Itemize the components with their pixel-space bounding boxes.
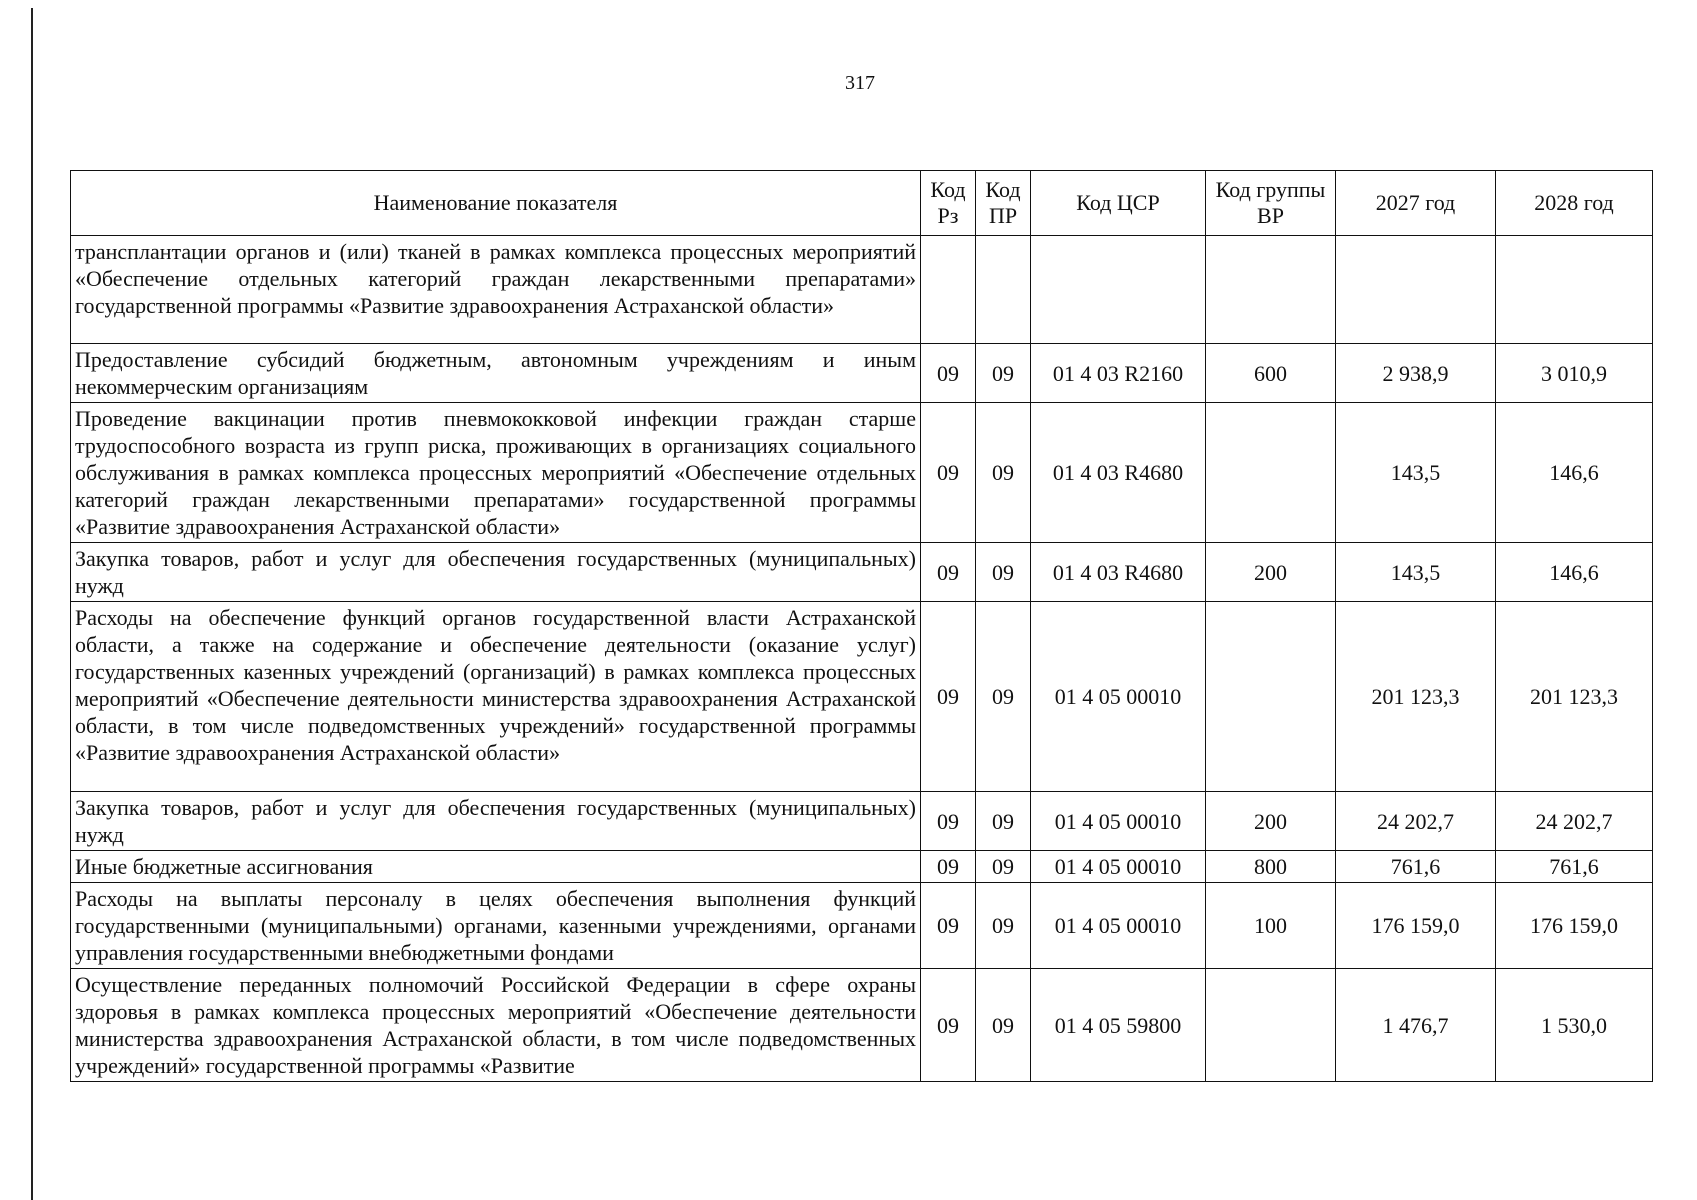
cell-2028 [1496, 236, 1653, 344]
cell-rz: 09 [921, 602, 976, 792]
table-row [71, 792, 1653, 851]
cell-name: Проведение вакцинации против пневмококковой инфекции граждан старше трудоспособного возраста из групп риска, проживающих в организациях социального обслуживания в рамках комплекса процессных мероприятий «Обеспечение отдельных категорий граждан лекарственными препаратами» государственной программы «Развитие здравоохранения Астраханской области» [71, 403, 921, 543]
header-2027: 2027 год [1336, 171, 1496, 236]
cell-2027 [1336, 236, 1496, 344]
cell-vr [1206, 236, 1336, 344]
table-row [71, 403, 1653, 543]
cell-2028: 146,6 [1496, 403, 1653, 543]
cell-name: Расходы на выплаты персоналу в целях обеспечения выполнения функций государственными (муниципальными) органами, казенными учреждениями, органами управления государственными внебюджетными фондами [71, 883, 921, 969]
cell-name: Закупка товаров, работ и услуг для обеспечения государственных (муниципальных) нужд [71, 543, 921, 602]
cell-2028: 1 530,0 [1496, 969, 1653, 1082]
cell-name: Осуществление переданных полномочий Российской Федерации в сфере охраны здоровья в рамках комплекса процессных мероприятий «Обеспечение деятельности министерства здравоохранения Астраханской области, в том числе подведомственных учреждений» государственной программы «Развитие [71, 969, 921, 1082]
cell-pr [976, 236, 1031, 344]
cell-vr: 100 [1206, 883, 1336, 969]
cell-2027: 1 476,7 [1336, 969, 1496, 1082]
cell-rz: 09 [921, 969, 976, 1082]
cell-pr: 09 [976, 883, 1031, 969]
cell-csr: 01 4 05 00010 [1031, 851, 1206, 883]
header-pr: Код ПР [976, 171, 1031, 236]
budget-table [70, 170, 1653, 1082]
header-csr: Код ЦСР [1031, 171, 1206, 236]
cell-2028: 176 159,0 [1496, 883, 1653, 969]
cell-2028: 146,6 [1496, 543, 1653, 602]
cell-2028: 3 010,9 [1496, 344, 1653, 403]
header-2028: 2028 год [1496, 171, 1653, 236]
cell-rz [921, 236, 976, 344]
cell-name: Закупка товаров, работ и услуг для обеспечения государственных (муниципальных) нужд [71, 792, 921, 851]
cell-rz: 09 [921, 883, 976, 969]
table-row [71, 851, 1653, 883]
cell-csr: 01 4 05 59800 [1031, 969, 1206, 1082]
binding-line [31, 8, 33, 1200]
cell-2027: 201 123,3 [1336, 602, 1496, 792]
cell-name: Расходы на обеспечение функций органов государственной власти Астраханской области, а также на содержание и обеспечение деятельности (оказание услуг) государственных казенных учреждений (организаций) в рамках комплекса процессных мероприятий «Обеспечение деятельности министерства здравоохранения Астраханской области, в том числе подведомственных учреждений» государственной программы «Развитие здравоохранения Астраханской области» [71, 602, 921, 792]
table-row [71, 969, 1653, 1082]
cell-2028: 761,6 [1496, 851, 1653, 883]
cell-vr: 200 [1206, 792, 1336, 851]
cell-2027: 2 938,9 [1336, 344, 1496, 403]
cell-csr: 01 4 05 00010 [1031, 792, 1206, 851]
cell-csr: 01 4 03 R4680 [1031, 543, 1206, 602]
table-header [71, 171, 1653, 236]
cell-2027: 761,6 [1336, 851, 1496, 883]
cell-vr: 600 [1206, 344, 1336, 403]
page-number: 317 [845, 72, 875, 94]
table-row [71, 344, 1653, 403]
cell-pr: 09 [976, 851, 1031, 883]
table-row [71, 602, 1653, 792]
cell-pr: 09 [976, 403, 1031, 543]
cell-2027: 143,5 [1336, 403, 1496, 543]
cell-pr: 09 [976, 543, 1031, 602]
cell-rz: 09 [921, 403, 976, 543]
cell-name: Иные бюджетные ассигнования [71, 851, 921, 883]
table-row [71, 543, 1653, 602]
cell-vr [1206, 403, 1336, 543]
header-vr: Код группы ВР [1206, 171, 1336, 236]
cell-name: трансплантации органов и (или) тканей в рамках комплекса процессных мероприятий «Обеспечение отдельных категорий граждан лекарственными препаратами» государственной программы «Развитие здравоохранения Астраханской области» [71, 236, 921, 344]
cell-pr: 09 [976, 602, 1031, 792]
cell-vr [1206, 969, 1336, 1082]
cell-csr [1031, 236, 1206, 344]
cell-vr [1206, 602, 1336, 792]
cell-csr: 01 4 03 R4680 [1031, 403, 1206, 543]
cell-2028: 24 202,7 [1496, 792, 1653, 851]
cell-pr: 09 [976, 969, 1031, 1082]
cell-2027: 176 159,0 [1336, 883, 1496, 969]
cell-2027: 24 202,7 [1336, 792, 1496, 851]
cell-rz: 09 [921, 543, 976, 602]
cell-rz: 09 [921, 792, 976, 851]
cell-name: Предоставление субсидий бюджетным, автономным учреждениям и иным некоммерческим организациям [71, 344, 921, 403]
cell-rz: 09 [921, 344, 976, 403]
table-row [71, 883, 1653, 969]
table-body [71, 236, 1653, 1082]
cell-csr: 01 4 05 00010 [1031, 883, 1206, 969]
cell-pr: 09 [976, 792, 1031, 851]
header-name: Наименование показателя [71, 171, 921, 236]
header-rz: Код Рз [921, 171, 976, 236]
cell-csr: 01 4 05 00010 [1031, 602, 1206, 792]
cell-csr: 01 4 03 R2160 [1031, 344, 1206, 403]
cell-2028: 201 123,3 [1496, 602, 1653, 792]
cell-vr: 800 [1206, 851, 1336, 883]
cell-vr: 200 [1206, 543, 1336, 602]
cell-rz: 09 [921, 851, 976, 883]
cell-2027: 143,5 [1336, 543, 1496, 602]
cell-pr: 09 [976, 344, 1031, 403]
table-row [71, 236, 1653, 344]
header-row [71, 171, 1653, 236]
